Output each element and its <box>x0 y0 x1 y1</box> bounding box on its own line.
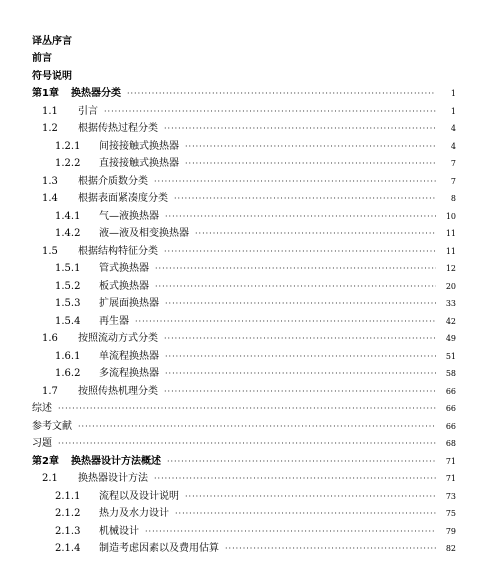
toc-entry-title: 直接接触式换热器 <box>99 158 179 169</box>
dot-leader <box>104 108 436 116</box>
toc-page-number: 8 <box>450 194 456 203</box>
toc-entry[interactable] <box>32 398 456 416</box>
toc-page-number: 49 <box>445 334 456 343</box>
toc-page-number: 7 <box>450 176 456 186</box>
toc-chapter-entry[interactable] <box>32 83 456 101</box>
toc-front-matter-preface[interactable] <box>32 48 456 66</box>
toc-page-number: 66 <box>445 404 456 413</box>
toc-page-number: 20 <box>445 281 456 291</box>
toc-entry-list <box>32 83 456 556</box>
toc-front-matter-translator-preface[interactable] <box>32 30 456 48</box>
dot-leader <box>185 143 436 151</box>
toc-page-number: 73 <box>445 491 456 501</box>
dot-leader <box>165 213 436 221</box>
toc-page-number: 4 <box>450 124 456 133</box>
toc-entry-number: 1.6.1 <box>55 350 81 362</box>
toc-entry-number: 1.6 <box>42 333 58 344</box>
toc-entry-title: 根据结构特征分类 <box>78 245 158 257</box>
toc-entry-number: 1.5.1 <box>55 263 81 274</box>
toc-entry-number: 1.4 <box>42 193 58 204</box>
toc-page-number: 66 <box>445 421 456 431</box>
toc-entry[interactable] <box>32 188 456 206</box>
toc-entry[interactable] <box>32 223 456 241</box>
dot-leader <box>58 405 436 413</box>
toc-entry-title: 习题 <box>32 438 52 449</box>
toc-entry-title: 前言 <box>32 53 52 64</box>
toc-entry[interactable] <box>32 275 456 293</box>
dot-leader <box>145 528 436 536</box>
toc-entry[interactable] <box>32 380 456 398</box>
toc-page-number: 75 <box>445 509 456 518</box>
toc-page-number: 66 <box>445 386 456 396</box>
toc-entry-title: 根据介质数分类 <box>78 175 148 187</box>
toc-entry-number: 1.5.2 <box>55 280 81 292</box>
toc-entry[interactable] <box>32 293 456 311</box>
toc-page-number: 33 <box>445 299 456 308</box>
toc-entry-number: 1.7 <box>42 385 58 397</box>
toc-entry-number: 1.2.1 <box>55 140 81 152</box>
dot-leader <box>195 230 436 238</box>
toc-entry-number: 2.1 <box>42 473 58 484</box>
toc-entry[interactable] <box>32 485 456 503</box>
toc-entry-number: 1.2.2 <box>55 158 81 169</box>
toc-page-number: 4 <box>450 141 456 151</box>
dot-leader <box>164 335 436 343</box>
toc-entry-title: 换热器设计方法 <box>78 473 148 484</box>
toc-entry[interactable] <box>32 170 456 188</box>
toc-entry-title: 换热器设计方法概述 <box>70 455 161 467</box>
toc-entry-title: 符号说明 <box>32 70 72 82</box>
dot-leader <box>164 388 436 396</box>
dot-leader <box>165 353 436 361</box>
dot-leader <box>175 510 436 518</box>
toc-front-matter-symbols[interactable] <box>32 65 456 83</box>
toc-entry-number: 1.4.2 <box>55 228 81 239</box>
toc-entry-number: 2.1.2 <box>55 508 81 519</box>
toc-entry-number: 1.5.3 <box>55 298 81 309</box>
toc-entry[interactable] <box>32 468 456 486</box>
toc-entry-number: 1.5.4 <box>55 315 81 327</box>
toc-entry-title: 单流程换热器 <box>99 350 159 362</box>
toc-entry[interactable] <box>32 520 456 538</box>
dot-leader <box>164 248 436 256</box>
dot-leader <box>154 475 436 483</box>
toc-entry-title: 管式换热器 <box>99 263 149 274</box>
toc-entry-number: 2.1.4 <box>55 543 81 554</box>
dot-leader <box>78 423 436 431</box>
toc-entry-title: 换热器分类 <box>70 88 121 99</box>
toc-entry[interactable] <box>32 118 456 136</box>
toc-page-number: 7 <box>450 159 456 168</box>
toc-entry[interactable] <box>32 415 456 433</box>
toc-entry-title: 再生器 <box>99 315 129 327</box>
dot-leader <box>185 160 436 168</box>
toc-entry-title: 译丛序言 <box>32 35 72 47</box>
toc-entry[interactable] <box>32 310 456 328</box>
toc-page-number: 1 <box>450 89 456 98</box>
dot-leader <box>165 300 436 308</box>
toc-page-number: 68 <box>445 439 456 448</box>
toc-entry[interactable] <box>32 100 456 118</box>
dot-leader <box>167 458 436 466</box>
toc-entry[interactable] <box>32 153 456 171</box>
toc-entry-title: 根据传热过程分类 <box>78 123 158 134</box>
toc-entry[interactable] <box>32 538 456 556</box>
toc-entry[interactable] <box>32 258 456 276</box>
toc-entry-number: 1.4.1 <box>55 210 81 222</box>
dot-leader <box>174 195 436 203</box>
toc-entry-number: 第1章 <box>32 88 59 99</box>
toc-page-number: 1 <box>450 106 456 116</box>
dot-leader <box>58 440 436 448</box>
toc-entry[interactable] <box>32 363 456 381</box>
toc-entry-title: 流程以及设计说明 <box>99 490 179 502</box>
toc-entry-title: 引言 <box>78 105 98 117</box>
toc-entry-title: 热力及水力设计 <box>99 508 169 519</box>
toc-page-number: 71 <box>445 474 456 483</box>
toc-entry-number: 1.5 <box>42 245 58 257</box>
toc-entry[interactable] <box>32 345 456 363</box>
toc-entry-number: 2.1.1 <box>55 490 81 502</box>
toc-page-number: 71 <box>445 456 456 466</box>
dot-leader <box>155 283 436 291</box>
toc-page-number: 58 <box>445 369 456 378</box>
dot-leader <box>127 90 436 98</box>
toc-entry-title: 按照传热机理分类 <box>78 385 158 397</box>
toc-entry-title: 液—液及相变换热器 <box>99 228 189 239</box>
toc-entry-title: 按照流动方式分类 <box>78 333 158 344</box>
toc-page-number: 11 <box>445 229 456 238</box>
toc-page-number: 51 <box>445 351 456 361</box>
toc-chapter-entry[interactable] <box>32 450 456 468</box>
toc-entry-title: 板式换热器 <box>99 280 149 292</box>
toc-entry[interactable] <box>32 503 456 521</box>
toc-entry-number: 1.2 <box>42 123 58 134</box>
table-of-contents <box>32 30 456 555</box>
toc-page-number: 79 <box>445 526 456 536</box>
toc-entry-number: 第2章 <box>32 455 59 467</box>
toc-entry-title: 多流程换热器 <box>99 368 159 379</box>
dot-leader <box>155 265 436 273</box>
toc-entry-title: 根据表面紧凑度分类 <box>78 193 168 204</box>
toc-page-number: 12 <box>445 264 456 273</box>
toc-entry[interactable] <box>32 433 456 451</box>
toc-entry-title: 机械设计 <box>99 525 139 537</box>
toc-entry[interactable] <box>32 328 456 346</box>
toc-entry-title: 参考文献 <box>32 420 72 432</box>
toc-entry-title: 综述 <box>32 403 52 414</box>
toc-page-number: 42 <box>445 316 456 326</box>
toc-entry-title: 扩展面换热器 <box>99 298 159 309</box>
dot-leader <box>185 493 436 501</box>
toc-page-number: 82 <box>445 544 456 553</box>
toc-entry-title: 气—液换热器 <box>99 210 159 222</box>
dot-leader <box>225 545 436 553</box>
toc-entry[interactable] <box>32 205 456 223</box>
toc-entry-title: 间接接触式换热器 <box>99 140 179 152</box>
toc-entry-number: 1.3 <box>42 175 58 187</box>
toc-entry-number: 2.1.3 <box>55 525 81 537</box>
toc-entry-number: 1.6.2 <box>55 368 81 379</box>
toc-entry[interactable] <box>32 240 456 258</box>
dot-leader <box>135 318 436 326</box>
dot-leader <box>154 178 436 186</box>
toc-entry-number: 1.1 <box>42 105 58 117</box>
toc-page-number: 10 <box>445 211 456 221</box>
toc-page-number: 11 <box>445 246 456 256</box>
toc-entry-title: 制造考虑因素以及费用估算 <box>99 543 219 554</box>
toc-entry[interactable] <box>32 135 456 153</box>
dot-leader <box>165 370 436 378</box>
dot-leader <box>164 125 436 133</box>
